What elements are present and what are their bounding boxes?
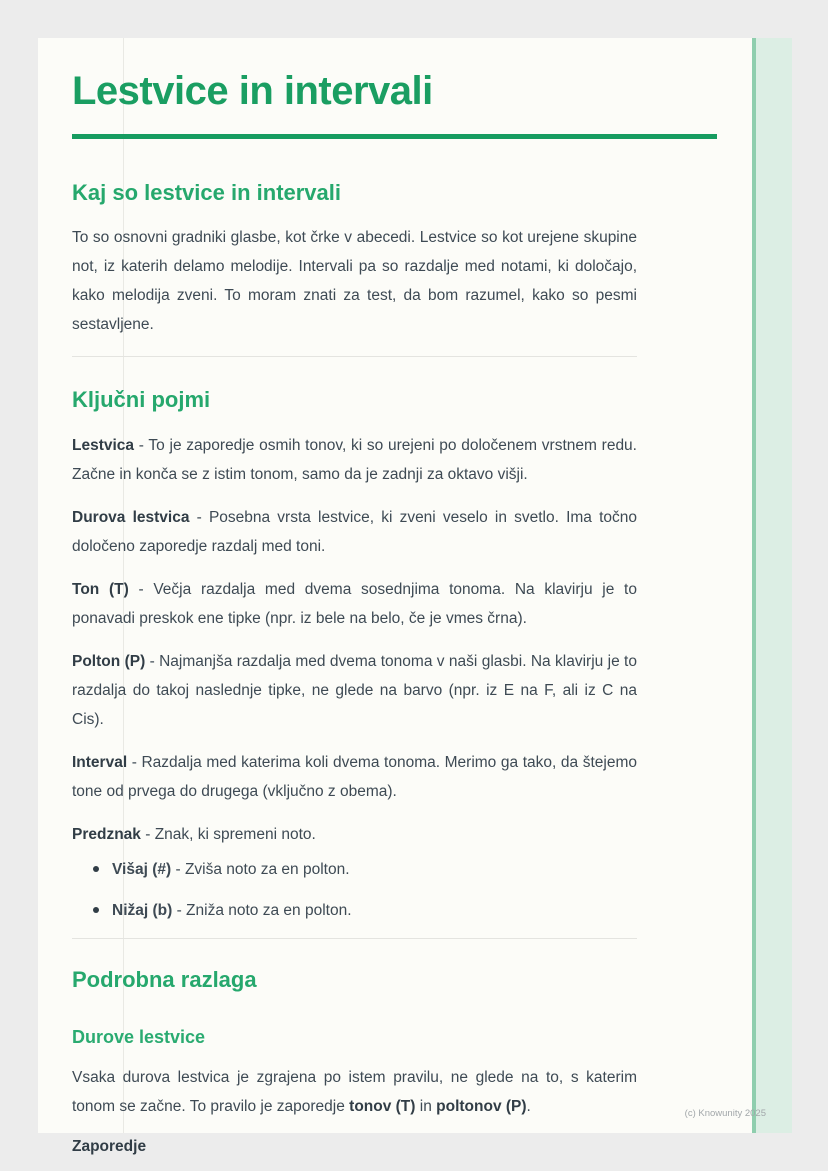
list-item	[72, 855, 637, 884]
term-name: Interval	[72, 754, 128, 771]
term-name: Polton (P)	[72, 653, 146, 670]
term-definition: - Znak, ki spremeni noto.	[140, 826, 316, 843]
section-heading-intro: Kaj so lestvice in intervali	[72, 180, 342, 205]
term-definition: - Večja razdalja med dvema sosednjima tonoma. Na klavirju je to ponavadi preskok ene tipke (npr. iz bele na belo, če je vmes črna).	[72, 581, 637, 627]
term-paragraph	[72, 647, 637, 734]
term-paragraph	[72, 503, 637, 561]
list-item	[72, 896, 637, 925]
paragraph-segment: .	[526, 1097, 531, 1115]
paragraph-segment: in	[415, 1097, 437, 1115]
term-name: Višaj (#)	[112, 861, 172, 878]
page-content	[38, 68, 792, 1161]
paragraph-segment-bold: poltonov (P)	[436, 1097, 527, 1115]
title-underline	[72, 134, 717, 139]
page-title: Lestvice in intervali	[72, 69, 433, 113]
bullet-icon	[93, 907, 99, 913]
cutoff-text: Zaporedje	[72, 1137, 147, 1155]
section-heading-detailed: Podrobna razlaga	[72, 967, 257, 992]
document-page	[38, 38, 792, 1155]
paragraph-segment-bold: tonov (T)	[349, 1097, 416, 1115]
term-definition: - Razdalja med katerima koli dvema tonoma. Merimo ga tako, da štejemo tone od prvega do drugega (vključno z obema).	[72, 754, 637, 800]
accidentals-list	[72, 855, 792, 925]
term-definition: - To je zaporedje osmih tonov, ki so urejeni po določenem vrstnem redu. Začne in konča se z istim tonom, samo da je zadnji za oktavo višji.	[72, 437, 637, 483]
term-name: Ton (T)	[72, 581, 129, 598]
section-divider	[72, 938, 637, 939]
section-divider	[72, 356, 637, 357]
term-name: Durova lestvica	[72, 509, 190, 526]
detailed-paragraph	[72, 1063, 637, 1121]
copyright-watermark: (c) Knowunity 2025	[684, 1108, 766, 1119]
term-name: Predznak	[72, 826, 141, 843]
term-paragraph	[72, 820, 637, 849]
term-definition: - Zviša noto za en polton.	[171, 861, 350, 878]
subsection-heading-major-scales: Durove lestvice	[72, 1026, 206, 1047]
bullet-icon	[93, 866, 99, 872]
term-definition: - Posebna vrsta lestvice, ki zveni veselo in svetlo. Ima točno določeno zaporedje razdalj med toni.	[72, 509, 637, 555]
paragraph-segment: Vsaka durova lestvica je zgrajena po istem pravilu, ne glede na to, s katerim tonom se začne. To pravilo je zaporedje	[72, 1068, 637, 1115]
term-name: Lestvica	[72, 437, 135, 454]
term-paragraph	[72, 748, 637, 806]
cutoff-paragraph	[72, 1132, 637, 1161]
intro-paragraph: To so osnovni gradniki glasbe, kot črke v abecedi. Lestvice so kot urejene skupine not, iz katerih delamo melodije. Intervali pa so razdalje med notami, ki določajo, kako melodija zveni. To moram znati za test, da bom razumel, kako so pesmi sestavljene.	[72, 228, 637, 333]
term-paragraph	[72, 431, 637, 489]
page-edge-stripe	[752, 38, 792, 1133]
term-definition: - Zniža noto za en polton.	[172, 902, 352, 919]
term-name: Nižaj (b)	[112, 902, 173, 919]
term-paragraph	[72, 575, 637, 633]
term-definition: - Najmanjša razdalja med dvema tonoma v naši glasbi. Na klavirju je to razdalja do takoj naslednje tipke, ne glede na barvo (npr. iz E na F, ali iz C na Cis).	[72, 653, 637, 728]
section-heading-key-terms: Ključni pojmi	[72, 386, 211, 412]
